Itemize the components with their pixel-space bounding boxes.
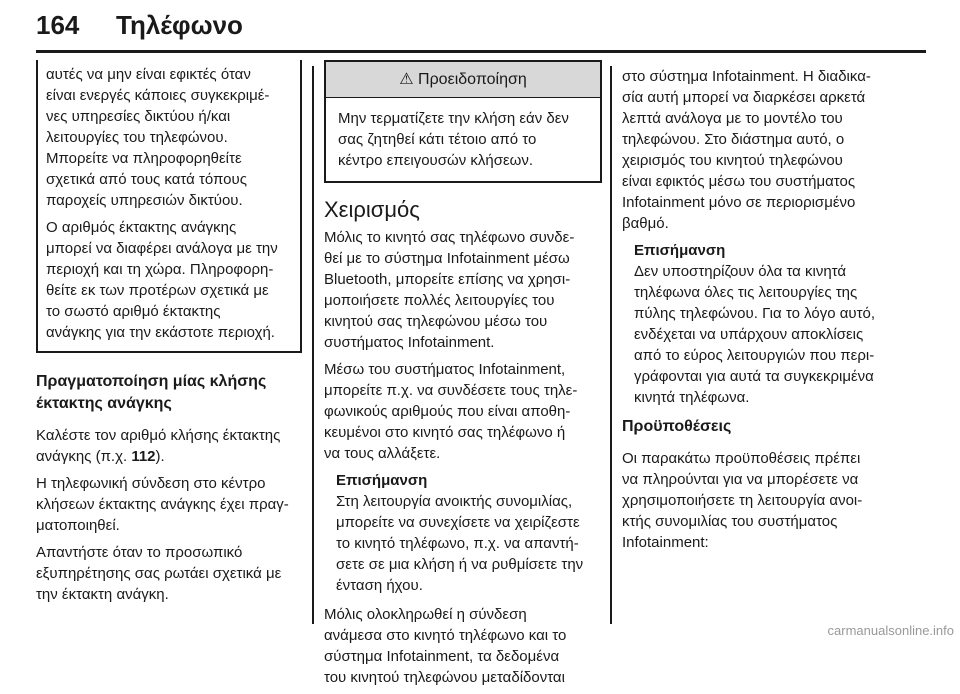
info-box	[36, 60, 302, 353]
operation-heading: Χειρισμός	[324, 197, 420, 222]
info-paragraph-2: Ο αριθμός έκτακτης ανάγκης μπορεί να διαφέρει ανάλογα με την περιοχή και τη χώρα. Πληροφορη- θείτε εκ των προτέρων σχετικά με το σωστό αριθμό έκτακτης ανάγκης για την εκάστοτε περιοχή.	[46, 219, 278, 341]
column-2	[324, 60, 602, 694]
operation-paragraph-3: Μόλις ολοκληρωθεί η σύνδεση ανάμεσα στο κινητό τηλέφωνο και το σύστημα Infotainment, τα δεδομένα του κινητού τηλεφώνου μεταδίδονται	[324, 606, 567, 686]
continuation-paragraph: στο σύστημα Infotainment. Η διαδικα- σία αυτή μπορεί να διαρκέσει αρκετά λεπτά ανάλογα με το μοντέλο του τηλεφώνου. Στο διάστημα αυτό, ο χειρισμός του κινητού τηλεφώνου είναι εφικτός μέσω του συστήματος Infotainment μόνο σε περιορισμένο βαθμό.	[622, 68, 871, 232]
column-divider-1	[312, 66, 314, 624]
column-divider-2	[610, 66, 612, 624]
note-text-2: Δεν υποστηρίζουν όλα τα κινητά τηλέφωνα όλες τις λειτουργίες της πύλης τηλεφώνου. Για το λόγο αυτό, ενδέχεται να υπάρχουν αποκλίσεις από το εύρος λειτουργιών που περι- γράφονται για αυτά τα συγκεκριμένα κινητά τηλέφωνα.	[634, 263, 876, 406]
prerequisites-heading: Προϋποθέσεις	[622, 418, 732, 435]
page-header	[36, 0, 926, 52]
warning-text: Μην τερματίζετε την κλήση εάν δεν σας ζητηθεί κάτι τέτοιο από το κέντρο επειγουσών κλήσεων.	[338, 110, 569, 169]
note-block	[324, 470, 602, 596]
page-number: 164	[36, 10, 80, 40]
operation-paragraph-1: Μόλις το κινητό σας τηλέφωνο συνδε- θεί με το σύστημα Infotainment μέσω Bluetooth, μπορείτε επίσης να χρησι- μοποιήσετε πολλές λειτουργίες του κινητού σας τηλεφώνου μέσω του συστήματος Infotainment.	[324, 229, 575, 351]
note-block-2	[622, 240, 902, 408]
emergency-call-heading: Πραγματοποίηση μίας κλήσης έκτακτης ανάγκης	[36, 373, 267, 412]
warning-box	[324, 60, 602, 183]
warning-icon: ⚠	[399, 71, 414, 88]
note-label: Επισήμανση	[336, 472, 428, 489]
info-paragraph-1: αυτές να μην είναι εφικτές όταν είναι ενεργές κάποιες συγκεκριμέ- νες υπηρεσίες δικτύου ή/και λειτουργίες του τηλεφώνου. Μπορείτε να πληροφορηθείτε σχετικά από τους κατά τόπους παροχείς υπηρεσιών δικτύου.	[46, 66, 270, 209]
prerequisites-paragraph: Οι παρακάτω προϋποθέσεις πρέπει να πληρούνται για να μπορέσετε να χρησιμοποιήσετε τη λειτουργία ανοι- κτής συνομιλίας του συστήματος Infotainment:	[622, 450, 863, 551]
note-label-2: Επισήμανση	[634, 242, 726, 259]
emergency-step-3: Απαντήστε όταν το προσωπικό εξυπηρέτησης σας ρωτάει σχετικά με την έκτακτη ανάγκη.	[36, 544, 282, 603]
warning-header: ⚠ Προειδοποίηση	[326, 62, 600, 98]
emergency-number: 112	[131, 448, 156, 465]
emergency-step-1: Καλέστε τον αριθμό κλήσης έκτακτης ανάγκης (π.χ. 112).	[36, 427, 281, 465]
emergency-step-2: Η τηλεφωνική σύνδεση στο κέντρο κλήσεων έκτακτης ανάγκης έχει πραγ- ματοποιηθεί.	[36, 475, 289, 534]
column-1	[36, 60, 302, 611]
note-text: Στη λειτουργία ανοικτής συνομιλίας, μπορείτε να συνεχίσετε να χειρίζεστε το κινητό τηλέφωνο, π.χ. να απαντή- σετε σε μια κλήση ή να ρυθμίσετε την ένταση ήχου.	[336, 493, 584, 594]
page-title: Τηλέφωνο	[116, 10, 243, 40]
column-3	[622, 66, 902, 559]
operation-paragraph-2: Μέσω του συστήματος Infotainment, μπορείτε π.χ. να συνδέσετε τους τηλε- φωνικούς αριθμούς που είναι αποθη- κευμένοι στο κινητό σας τηλέφωνο ή να τους αλλάξετε.	[324, 361, 578, 462]
watermark: carmanualsonline.info	[827, 623, 954, 638]
header-rule	[36, 50, 926, 53]
